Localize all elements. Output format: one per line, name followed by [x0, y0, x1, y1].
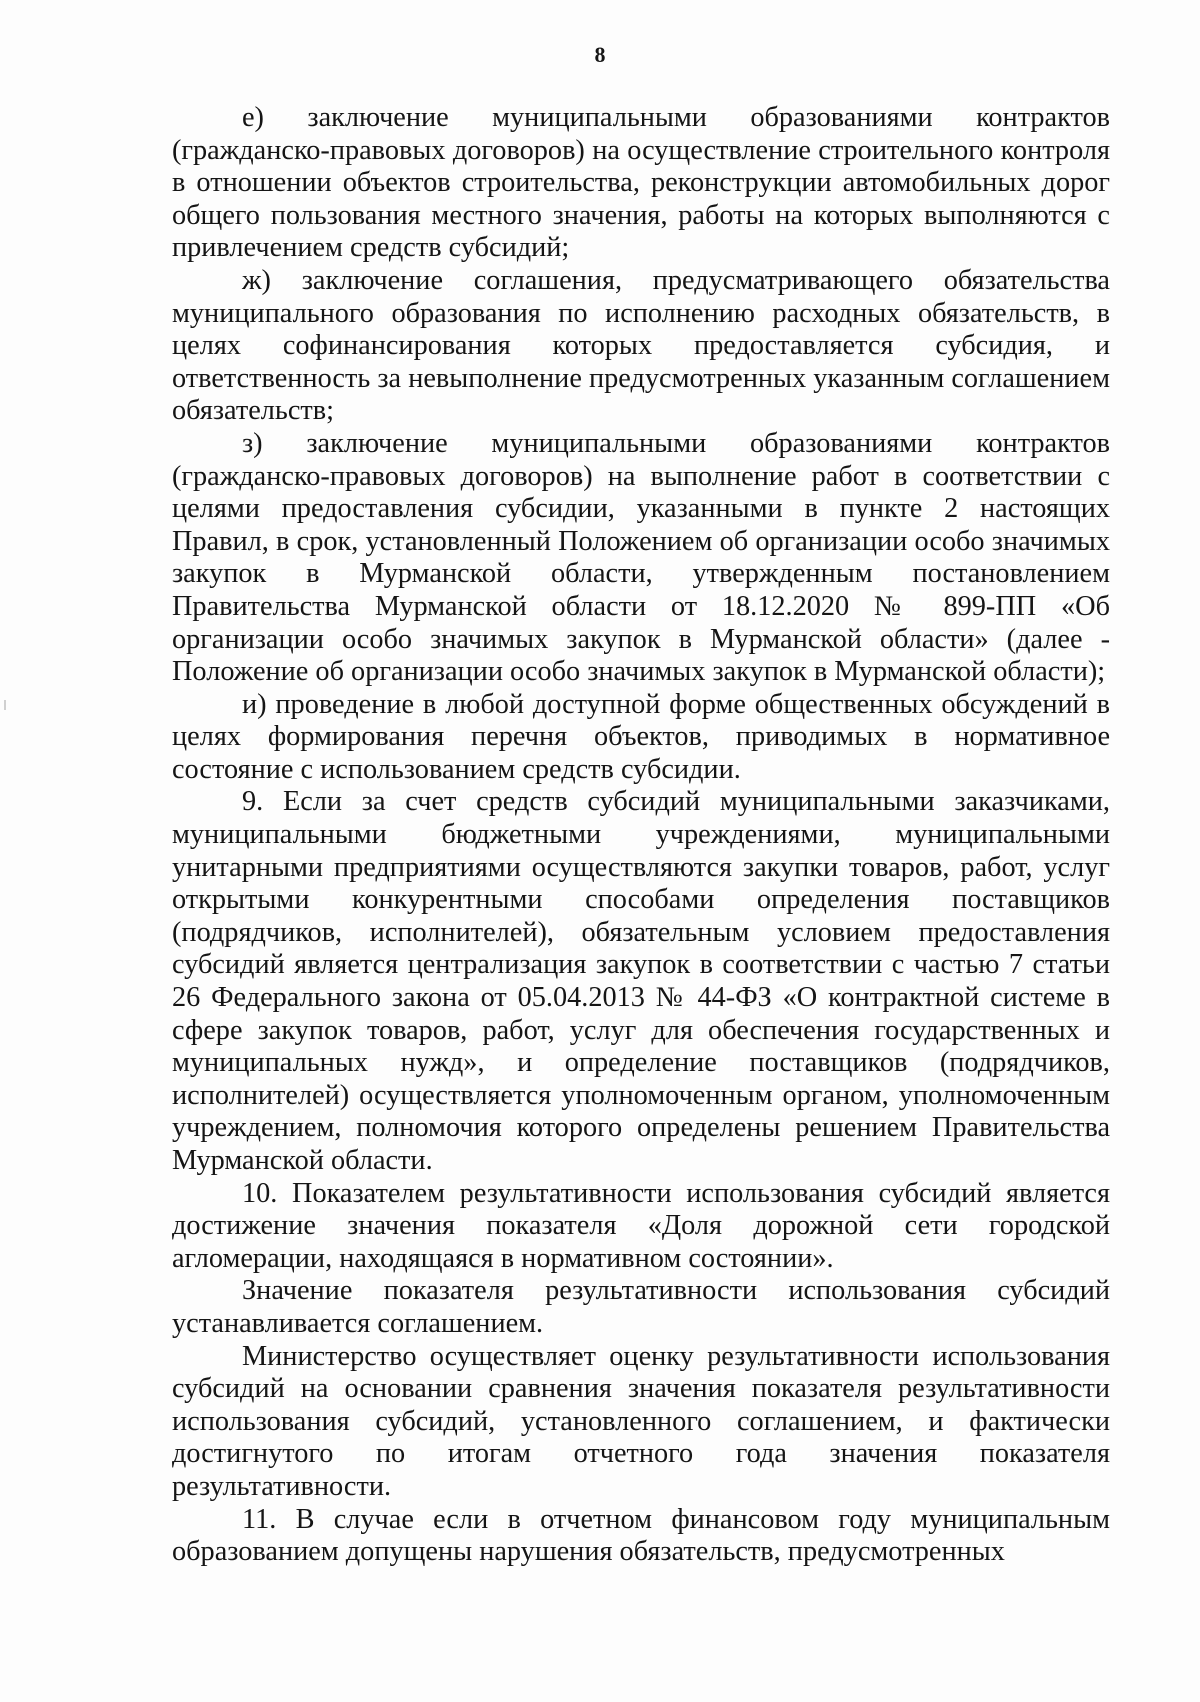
- page-number: 8: [594, 42, 606, 67]
- paragraph-z: з) заключение муниципальными образованиями контрактов (гражданско-правовых договоров) на выполнение работ в соответствии с целями предоставления субсидии, указанными в пункте 2 настоящих Правил, в срок, установленный Положением об организации особо значимых закупок в Мурманской области, утвержденным постановлением Правительства Мурманской области от 18.12.2020 № 899-ПП «Об организации особо значимых закупок в Мурманской области» (далее - Положение об организации особо значимых закупок в Мурманской области);: [172, 427, 1110, 688]
- paragraph-indicator-value: Значение показателя результативности использования субсидий устанавливается соглашением.: [172, 1275, 1110, 1339]
- paragraph-11: 11. В случае если в отчетном финансовом году муниципальным образованием допущены нарушения обязательств, предусмотренных: [172, 1503, 1110, 1568]
- paragraph-e: е) заключение муниципальными образованиями контрактов (гражданско-правовых договоров) на осуществление строительного контроля в отношении объектов строительства, реконструкции автомобильных дорог общего пользования местного значения, работы на которых выполняются с привлечением средств субсидий;: [172, 102, 1110, 264]
- document-body: [172, 102, 1110, 1569]
- paragraph-ministry-assessment: Министерство осуществляет оценку результативности использования субсидий на основании сравнения значения показателя результативности использования субсидий, установленного соглашением, и фактически достигнутого по итогам отчетного года значения показателя результативности.: [172, 1340, 1110, 1502]
- scan-edge-mark: [4, 700, 6, 710]
- paragraph-10: 10. Показателем результативности использования субсидий является достижение значения показателя «Доля дорожной сети городской агломерации, находящаяся в нормативном состоянии».: [172, 1177, 1110, 1274]
- paragraph-zh: ж) заключение соглашения, предусматривающего обязательства муниципального образования по исполнению расходных обязательств, в целях софинансирования которых предоставляется субсидия, и ответственность за невыполнение предусмотренных указанным соглашением обязательств;: [172, 264, 1110, 427]
- paragraph-9: 9. Если за счет средств субсидий муниципальными заказчиками, муниципальными бюджетными учреждениями, муниципальными унитарными предприятиями осуществляются закупки товаров, работ, услуг открытыми конкурентными способами определения поставщиков (подрядчиков, исполнителей), обязательным условием предоставления субсидий является централизация закупок в соответствии с частью 7 статьи 26 Федерального закона от 05.04.2013 № 44-ФЗ «О контрактной системе в сфере закупок товаров, работ, услуг для обеспечения государственных и муниципальных нужд», и определение поставщиков (подрядчиков, исполнителей) осуществляется уполномоченным органом, уполномоченным учреждением, полномочия которого определены решением Правительства Мурманской области.: [172, 786, 1110, 1176]
- paragraph-i: и) проведение в любой доступной форме общественных обсуждений в целях формирования перечня объектов, приводимых в нормативное состояние с использованием средств субсидии.: [172, 688, 1110, 785]
